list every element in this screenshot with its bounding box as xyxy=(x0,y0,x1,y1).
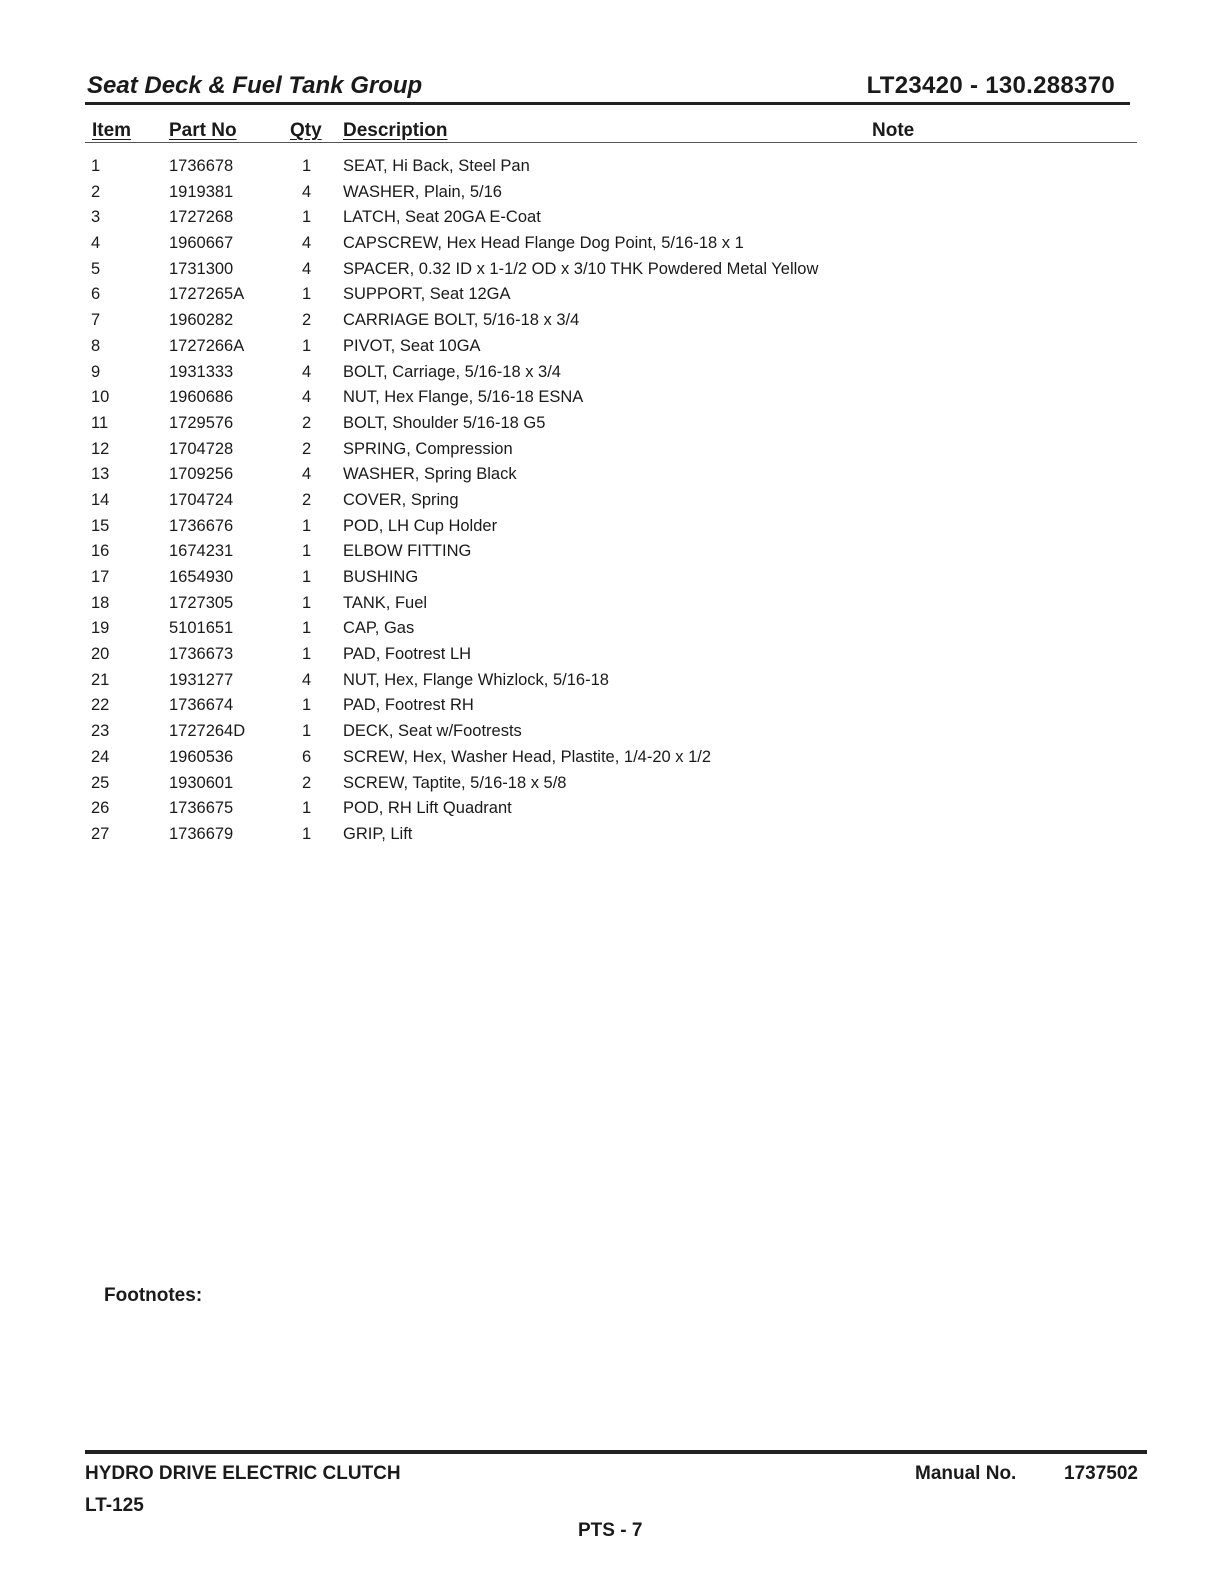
table-row xyxy=(0,668,1225,694)
qty-cell: 4 xyxy=(302,388,312,407)
item-cell: 11 xyxy=(91,413,109,432)
item-cell: 12 xyxy=(91,439,110,458)
item-cell: 25 xyxy=(91,773,110,792)
qty-cell: 2 xyxy=(302,439,312,458)
table-row xyxy=(0,180,1225,206)
table-row xyxy=(0,360,1225,386)
item-cell: 22 xyxy=(91,696,110,715)
description-cell: GRIP, Lift xyxy=(343,824,413,843)
item-cell: 2 xyxy=(91,182,101,201)
item-cell: 20 xyxy=(91,645,110,664)
model-number: LT23420 - 130.288370 xyxy=(866,72,1115,99)
item-cell: 15 xyxy=(91,516,110,535)
qty-cell: 1 xyxy=(302,568,312,586)
qty-cell: 6 xyxy=(302,747,312,766)
description-cell: PAD, Footrest RH xyxy=(343,696,474,715)
item-cell: 16 xyxy=(91,542,110,561)
part-no-cell: 1727264D xyxy=(169,722,246,741)
description-cell: LATCH, Seat 20GA E-Coat xyxy=(343,208,541,227)
description-cell: PAD, Footrest LH xyxy=(343,645,472,664)
item-cell: 27 xyxy=(91,824,110,843)
column-header-qty: Qty xyxy=(290,120,322,141)
table-row xyxy=(0,334,1225,360)
part-no-cell: 1704724 xyxy=(169,490,234,509)
description-cell: COVER, Spring xyxy=(343,490,459,509)
table-row xyxy=(0,565,1225,591)
qty-cell: 2 xyxy=(302,311,312,330)
description-cell: SCREW, Hex, Washer Head, Plastite, 1/4-20 x 1/2 xyxy=(343,747,712,766)
item-cell: 1 xyxy=(91,157,101,175)
part-no-cell: 1960686 xyxy=(169,388,234,407)
description-cell: BUSHING xyxy=(343,568,419,586)
qty-cell: 4 xyxy=(302,234,312,253)
table-row xyxy=(0,771,1225,797)
part-no-cell: 1736674 xyxy=(169,696,234,715)
qty-cell: 1 xyxy=(302,542,312,561)
qty-cell: 1 xyxy=(302,516,312,535)
table-row xyxy=(0,462,1225,488)
table-row xyxy=(0,308,1225,334)
column-header-note: Note xyxy=(872,120,915,141)
footnotes-label: Footnotes: xyxy=(104,1285,203,1306)
table-row xyxy=(0,616,1225,642)
qty-cell: 4 xyxy=(302,182,312,201)
part-no-cell: 1727266A xyxy=(169,336,245,355)
table-row xyxy=(0,539,1225,565)
item-cell: 6 xyxy=(91,285,101,304)
table-row xyxy=(0,282,1225,308)
description-cell: PIVOT, Seat 10GA xyxy=(343,336,481,355)
part-no-cell: 1727305 xyxy=(169,593,234,612)
part-no-cell: 1727265A xyxy=(169,285,245,304)
part-no-cell: 1931333 xyxy=(169,362,234,381)
page-number: PTS - 7 xyxy=(578,1520,643,1541)
qty-cell: 1 xyxy=(302,157,312,175)
item-cell: 4 xyxy=(91,234,101,253)
qty-cell: 4 xyxy=(302,259,312,278)
item-cell: 13 xyxy=(91,465,110,484)
part-no-cell: 1736676 xyxy=(169,516,234,535)
item-cell: 23 xyxy=(91,722,110,741)
description-cell: CAP, Gas xyxy=(343,619,415,638)
part-no-cell: 1736678 xyxy=(169,157,234,175)
item-cell: 19 xyxy=(91,619,110,638)
footer-divider xyxy=(85,1450,1147,1454)
header-divider xyxy=(85,102,1130,105)
description-cell: SEAT, Hi Back, Steel Pan xyxy=(343,157,530,175)
part-no-cell: 1736675 xyxy=(169,799,234,818)
qty-cell: 1 xyxy=(302,824,312,843)
description-cell: POD, RH Lift Quadrant xyxy=(343,799,512,818)
description-cell: CAPSCREW, Hex Head Flange Dog Point, 5/16-18 x 1 xyxy=(343,234,744,253)
part-no-cell: 1704728 xyxy=(169,439,234,458)
item-cell: 5 xyxy=(91,259,101,278)
table-row xyxy=(0,154,1225,180)
item-cell: 14 xyxy=(91,490,110,509)
item-cell: 21 xyxy=(91,670,110,689)
table-row xyxy=(0,719,1225,745)
description-cell: WASHER, Plain, 5/16 xyxy=(343,182,502,201)
footer-manual-number: 1737502 xyxy=(1064,1463,1138,1484)
table-header-divider xyxy=(85,142,1137,143)
description-cell: BOLT, Shoulder 5/16-18 G5 xyxy=(343,413,546,432)
part-no-cell: 1727268 xyxy=(169,208,234,227)
description-cell: ELBOW FITTING xyxy=(343,542,472,561)
item-cell: 26 xyxy=(91,799,110,818)
description-cell: POD, LH Cup Holder xyxy=(343,516,498,535)
footer-model: LT-125 xyxy=(85,1495,144,1516)
qty-cell: 2 xyxy=(302,413,312,432)
item-cell: 3 xyxy=(91,208,101,227)
part-no-cell: 1731300 xyxy=(169,259,234,278)
part-no-cell: 1931277 xyxy=(169,670,234,689)
qty-cell: 2 xyxy=(302,773,312,792)
footer-product-line: HYDRO DRIVE ELECTRIC CLUTCH xyxy=(85,1463,401,1484)
description-cell: BOLT, Carriage, 5/16-18 x 3/4 xyxy=(343,362,561,381)
part-no-cell: 5101651 xyxy=(169,619,234,638)
table-row xyxy=(0,257,1225,283)
qty-cell: 1 xyxy=(302,696,312,715)
table-row xyxy=(0,411,1225,437)
qty-cell: 1 xyxy=(302,619,312,638)
description-cell: SUPPORT, Seat 12GA xyxy=(343,285,511,304)
description-cell: NUT, Hex Flange, 5/16-18 ESNA xyxy=(343,388,584,407)
part-no-cell: 1919381 xyxy=(169,182,234,201)
part-no-cell: 1654930 xyxy=(169,568,234,586)
table-row xyxy=(0,231,1225,257)
qty-cell: 2 xyxy=(302,490,312,509)
description-cell: SPRING, Compression xyxy=(343,439,513,458)
table-row xyxy=(0,591,1225,617)
page-title: Seat Deck & Fuel Tank Group xyxy=(87,72,423,99)
table-row xyxy=(0,642,1225,668)
part-no-cell: 1930601 xyxy=(169,773,234,792)
description-cell: CARRIAGE BOLT, 5/16-18 x 3/4 xyxy=(343,311,580,330)
table-row xyxy=(0,514,1225,540)
description-cell: DECK, Seat w/Footrests xyxy=(343,722,522,741)
item-cell: 18 xyxy=(91,593,110,612)
qty-cell: 1 xyxy=(302,645,312,664)
qty-cell: 1 xyxy=(302,208,312,227)
qty-cell: 4 xyxy=(302,465,312,484)
table-row xyxy=(0,745,1225,771)
part-no-cell: 1960282 xyxy=(169,311,234,330)
description-cell: WASHER, Spring Black xyxy=(343,465,517,484)
part-no-cell: 1960667 xyxy=(169,234,234,253)
table-row xyxy=(0,796,1225,822)
table-row xyxy=(0,488,1225,514)
qty-cell: 1 xyxy=(302,593,312,612)
part-no-cell: 1674231 xyxy=(169,542,234,561)
qty-cell: 4 xyxy=(302,362,312,381)
table-row xyxy=(0,822,1225,848)
part-no-cell: 1736679 xyxy=(169,824,234,843)
description-cell: TANK, Fuel xyxy=(343,593,428,612)
item-cell: 8 xyxy=(91,336,101,355)
description-cell: SPACER, 0.32 ID x 1-1/2 OD x 3/10 THK Powdered Metal Yellow xyxy=(343,259,819,278)
qty-cell: 1 xyxy=(302,799,312,818)
table-row xyxy=(0,385,1225,411)
column-header-description: Description xyxy=(343,120,448,141)
item-cell: 24 xyxy=(91,747,110,766)
item-cell: 17 xyxy=(91,568,110,586)
part-no-cell: 1729576 xyxy=(169,413,234,432)
table-row xyxy=(0,205,1225,231)
qty-cell: 4 xyxy=(302,670,312,689)
item-cell: 10 xyxy=(91,388,110,407)
footer-manual-label: Manual No. xyxy=(915,1463,1017,1484)
column-header-item: Item xyxy=(92,120,132,141)
qty-cell: 1 xyxy=(302,722,312,741)
part-no-cell: 1960536 xyxy=(169,747,234,766)
column-header-part-no: Part No xyxy=(169,120,237,141)
description-cell: SCREW, Taptite, 5/16-18 x 5/8 xyxy=(343,773,567,792)
qty-cell: 1 xyxy=(302,285,312,304)
description-cell: NUT, Hex, Flange Whizlock, 5/16-18 xyxy=(343,670,609,689)
part-no-cell: 1709256 xyxy=(169,465,234,484)
item-cell: 9 xyxy=(91,362,101,381)
parts-table xyxy=(0,154,1225,848)
part-no-cell: 1736673 xyxy=(169,645,234,664)
item-cell: 7 xyxy=(91,311,101,330)
qty-cell: 1 xyxy=(302,336,312,355)
table-row xyxy=(0,693,1225,719)
table-row xyxy=(0,437,1225,463)
